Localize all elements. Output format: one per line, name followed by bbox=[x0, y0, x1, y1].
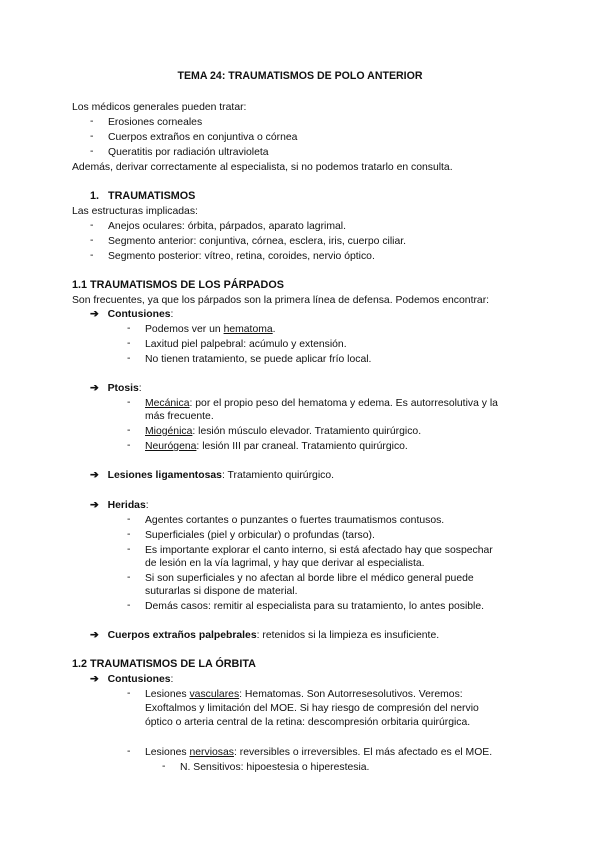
arrow-icon: ➔ bbox=[90, 674, 99, 685]
label: Cuerpos extraños palpebrales bbox=[107, 630, 257, 641]
text: Lesiones bbox=[145, 689, 190, 700]
bullet-dash: - bbox=[127, 514, 131, 525]
list-item bbox=[145, 323, 276, 336]
list-item: Agentes cortantes o punzantes o fuertes traumatismos contusos. bbox=[145, 515, 445, 526]
bullet-dash: - bbox=[127, 425, 131, 436]
arrow-icon: ➔ bbox=[90, 383, 99, 394]
text: . bbox=[272, 324, 276, 335]
label: Contusiones bbox=[107, 674, 171, 685]
underlined-term: Neurógena bbox=[145, 441, 197, 452]
bullet-dash: - bbox=[90, 146, 94, 157]
list-item-continuation: óptico o arteria central de la retina: descompresión orbitaria quirúrgica. bbox=[145, 717, 471, 728]
bullet-dash: - bbox=[127, 338, 131, 349]
text: Lesiones bbox=[145, 747, 190, 758]
bullet-dash: - bbox=[127, 529, 131, 540]
list-item: Superficiales (piel y orbicular) o profundas (tarso). bbox=[145, 530, 375, 541]
underlined-term: nerviosas bbox=[189, 747, 234, 758]
bullet-dash: - bbox=[127, 397, 131, 408]
intro-after: Además, derivar correctamente al especialista, si no podemos tratarlo en consulta. bbox=[72, 162, 453, 173]
list-item bbox=[145, 440, 408, 453]
text: : Tratamiento quirúrgico. bbox=[221, 470, 334, 481]
section-lead: Son frecuentes, ya que los párpados son la primera línea de defensa. Podemos encontrar: bbox=[72, 295, 490, 306]
colon: : bbox=[145, 500, 149, 511]
bullet-dash: - bbox=[90, 235, 94, 246]
text: : lesión III par craneal. Tratamiento quirúrgico. bbox=[196, 441, 408, 452]
list-item bbox=[145, 688, 463, 701]
bullet-dash: - bbox=[127, 440, 131, 451]
subsection-heridas bbox=[90, 499, 149, 512]
subsection-contusiones-orbita bbox=[90, 673, 173, 686]
sub-list-item: N. Sensitivos: hipoestesia o hiperestesia. bbox=[180, 762, 370, 773]
list-item: Anejos oculares: órbita, párpados, aparato lagrimal. bbox=[108, 221, 346, 232]
text: Podemos ver un bbox=[145, 324, 224, 335]
list-item: Segmento anterior: conjuntiva, córnea, esclera, iris, cuerpo ciliar. bbox=[108, 236, 407, 247]
subsection-cuerpos-extranos bbox=[90, 629, 439, 642]
page-title: TEMA 24: TRAUMATISMOS DE POLO ANTERIOR bbox=[177, 70, 423, 82]
colon: : bbox=[170, 309, 174, 320]
arrow-icon: ➔ bbox=[90, 309, 99, 320]
bullet-dash: - bbox=[127, 600, 131, 611]
list-item: Laxitud piel palpebral: acúmulo y extensión. bbox=[145, 339, 347, 350]
list-item: No tienen tratamiento, se puede aplicar frío local. bbox=[145, 354, 372, 365]
bullet-dash: - bbox=[127, 544, 131, 555]
section-heading: 1.1 TRAUMATISMOS DE LOS PÁRPADOS bbox=[72, 279, 284, 291]
list-item bbox=[145, 425, 421, 438]
text: : retenidos si la limpieza es insuficiente. bbox=[256, 630, 440, 641]
subsection-ptosis bbox=[90, 382, 142, 395]
list-item: Demás casos: remitir al especialista para su tratamiento, lo antes posible. bbox=[145, 601, 485, 612]
text: : por el propio peso del hematoma y edema. Es autorresolutiva y la bbox=[189, 398, 498, 409]
label: Lesiones ligamentosas bbox=[107, 470, 222, 481]
list-item-continuation: de lesión en la vía lagrimal, y hay que derivar al especialista. bbox=[145, 558, 425, 569]
intro-item: Queratitis por radiación ultravioleta bbox=[108, 147, 269, 158]
bullet-dash: - bbox=[127, 746, 131, 757]
underlined-term: Mecánica bbox=[145, 398, 190, 409]
list-item-continuation: suturarlas si dispone de material. bbox=[145, 586, 298, 597]
bullet-dash: - bbox=[90, 250, 94, 261]
subsection-contusiones bbox=[90, 308, 173, 321]
list-item: Si son superficiales y no afectan al borde libre el médico general puede bbox=[145, 573, 474, 584]
arrow-icon: ➔ bbox=[90, 470, 99, 481]
intro-item: Cuerpos extraños en conjuntiva o córnea bbox=[108, 132, 298, 143]
list-item-continuation: más frecuente. bbox=[145, 411, 214, 422]
bullet-dash: - bbox=[90, 220, 94, 231]
section-lead: Las estructuras implicadas: bbox=[72, 206, 198, 217]
label: Contusiones bbox=[107, 309, 171, 320]
bullet-dash: - bbox=[127, 688, 131, 699]
intro-lead: Los médicos generales pueden tratar: bbox=[72, 102, 247, 113]
bullet-dash: - bbox=[127, 353, 131, 364]
bullet-dash: - bbox=[90, 131, 94, 142]
underlined-term: Miogénica bbox=[145, 426, 193, 437]
section-heading: TRAUMATISMOS bbox=[108, 190, 196, 202]
text: : lesión músculo elevador. Tratamiento quirúrgico. bbox=[192, 426, 422, 437]
colon: : bbox=[138, 383, 142, 394]
text: : Hematomas. Son Autorresesolutivos. Veremos: bbox=[239, 689, 463, 700]
list-item bbox=[145, 397, 498, 410]
section-number: 1. bbox=[90, 190, 100, 202]
underlined-term: hematoma bbox=[223, 324, 273, 335]
colon: : bbox=[170, 674, 174, 685]
section-heading: 1.2 TRAUMATISMOS DE LA ÓRBITA bbox=[72, 658, 256, 670]
bullet-dash: - bbox=[127, 572, 131, 583]
label: Heridas bbox=[107, 500, 146, 511]
arrow-icon: ➔ bbox=[90, 500, 99, 511]
list-item: Es importante explorar el canto interno, si está afectado hay que sospechar bbox=[145, 545, 493, 556]
underlined-term: vasculares bbox=[189, 689, 240, 700]
bullet-dash: - bbox=[162, 761, 166, 772]
label: Ptosis bbox=[107, 383, 139, 394]
arrow-icon: ➔ bbox=[90, 630, 99, 641]
list-item-continuation: Exoftalmos y limitación del MOE. Si hay riesgo de compresión del nervio bbox=[145, 703, 479, 714]
text: : reversibles o irreversibles. El más afectado es el MOE. bbox=[233, 747, 493, 758]
list-item: Segmento posterior: vítreo, retina, coroides, nervio óptico. bbox=[108, 251, 375, 262]
list-item bbox=[145, 746, 492, 759]
bullet-dash: - bbox=[127, 323, 131, 334]
subsection-ligamentosas bbox=[90, 469, 334, 482]
intro-item: Erosiones corneales bbox=[108, 117, 203, 128]
bullet-dash: - bbox=[90, 116, 94, 127]
